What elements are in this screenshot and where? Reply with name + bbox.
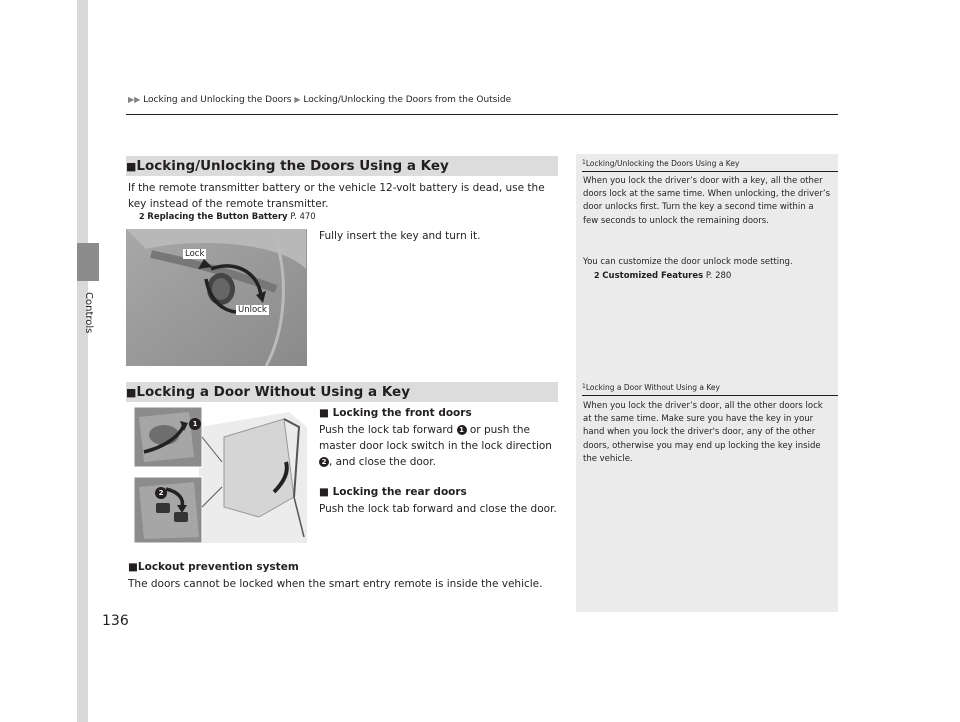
door-lock-figure [134, 407, 307, 543]
side-tab-label: Controls [83, 292, 94, 334]
note-rule [582, 395, 838, 396]
instruction-text: Fully insert the key and turn it. [319, 230, 481, 242]
breadcrumb-item[interactable]: Locking and Unlocking the Doors [143, 95, 292, 105]
note-title: $^1$Locking/Unlocking the Doors Using a Key [582, 159, 740, 168]
note-cross-reference[interactable]: 2 Customized Features P. 280 [594, 271, 732, 281]
page-number: 136 [102, 613, 129, 629]
callout-2: 2 [155, 487, 167, 499]
side-tab-marker [77, 243, 99, 281]
note-rule [582, 171, 838, 172]
note-title: $^1$Locking a Door Without Using a Key [582, 383, 720, 392]
key-lock-figure [126, 229, 307, 366]
cross-reference[interactable]: 2 Replacing the Button Battery P. 470 [139, 212, 316, 222]
subsection-heading: ■ Locking the front doors [319, 407, 472, 419]
note-text: You can customize the door unlock mode setting. [583, 257, 793, 267]
square-bullet-icon: ■ [319, 407, 329, 419]
breadcrumb [128, 95, 511, 105]
section-heading: ■Locking/Unlocking the Doors Using a Key [126, 156, 558, 176]
rear-doors-text: Push the lock tab forward and close the door. [319, 503, 557, 515]
lockout-text: The doors cannot be locked when the smart entry remote is inside the vehicle. [128, 578, 543, 590]
section-body: If the remote transmitter battery or the vehicle 12-volt battery is dead, use the key instead of the remote transmitter. [128, 182, 545, 210]
callout-1: 1 [189, 418, 201, 430]
lock-label: Lock [185, 249, 205, 259]
header-rule [126, 114, 838, 115]
square-bullet-icon: ■ [319, 486, 329, 498]
note-text: When you lock the driver’s door with a key, all the other doors lock at the same time. When unlocking, the driver’s door unlocks first. Turn the key a second time within a few seconds to unlock the remaining doors. [583, 176, 831, 226]
subsection-heading: ■Lockout prevention system [128, 561, 299, 573]
breadcrumb-item[interactable]: Locking/Unlocking the Doors from the Outside [303, 95, 512, 105]
unlock-label: Unlock [238, 305, 267, 315]
front-doors-text: Push the lock tab forward 1 or push the master door lock switch in the lock direction 2 , and close the door. [319, 424, 552, 468]
breadcrumb-arrow-icon: ▶ [294, 95, 301, 104]
subsection-heading: ■ Locking the rear doors [319, 486, 467, 498]
square-bullet-icon: ■ [128, 561, 138, 573]
square-bullet-icon: ■ [126, 160, 137, 173]
section-heading: ■Locking a Door Without Using a Key [126, 382, 558, 402]
note-text: When you lock the driver’s door, all the other doors lock at the same time. Make sure you have the key in your hand when you lock the driver's door, any of the other doors, otherwise you may end up locking the key inside the vehicle. [583, 401, 823, 464]
square-bullet-icon: ■ [126, 386, 137, 399]
breadcrumb-arrow-icon: ▶▶ [128, 95, 141, 104]
